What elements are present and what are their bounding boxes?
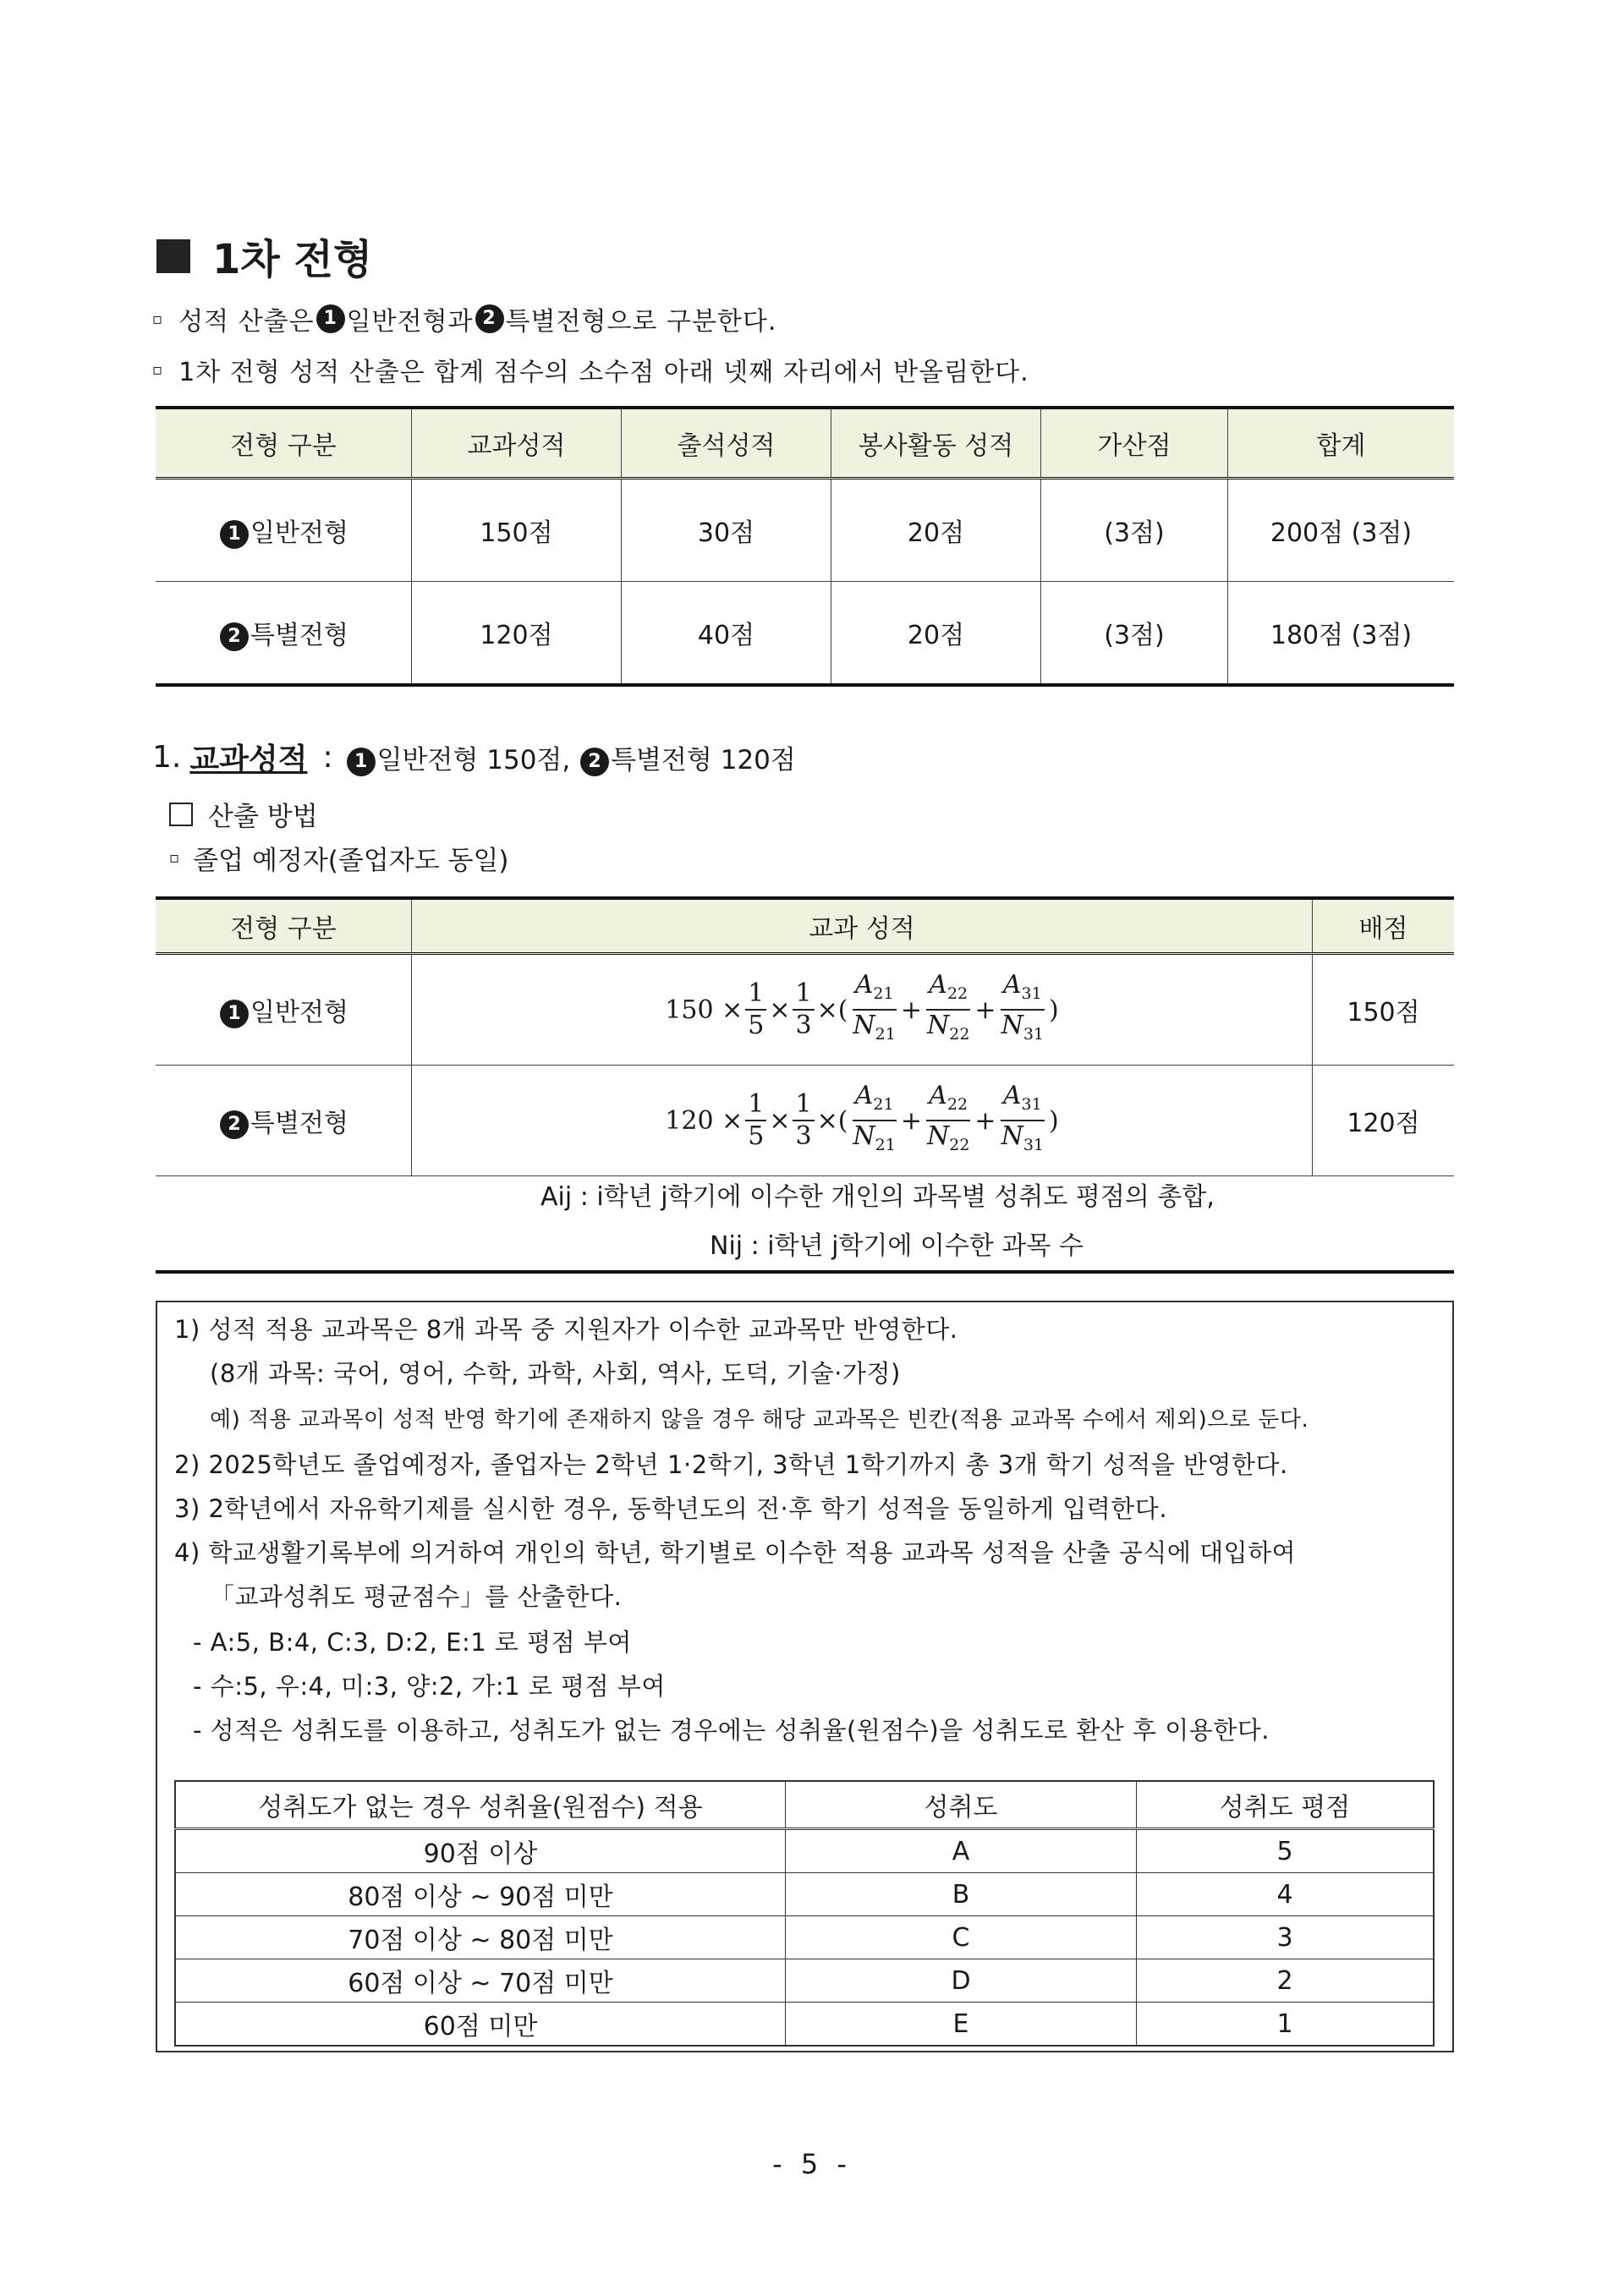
subsection-heading	[152, 736, 796, 779]
column-header: 교과성적	[412, 408, 622, 479]
bullet-text: 1차 전형 성적 산출은 합계 점수의 소수점 아래 넷째 자리에서 반올림한다.	[178, 358, 1029, 387]
small-square-bullet-icon: ▫	[152, 360, 164, 379]
calc-method-heading	[169, 795, 318, 833]
table-row	[156, 954, 1454, 1066]
table-cell: 20점	[831, 479, 1041, 582]
table-cell: D	[786, 1959, 1137, 2003]
circled-one-icon: 1	[316, 304, 345, 333]
subsection-title: 교과성적	[189, 743, 308, 777]
table-header-row	[156, 898, 1454, 954]
table-row	[156, 479, 1454, 582]
row-label: 2 특별전형	[156, 1066, 412, 1176]
column-header: 전형 구분	[156, 408, 412, 479]
table-cell: 70점 이상 ~ 80점 미만	[175, 1916, 786, 1959]
note-item: - A:5, B:4, C:3, D:2, E:1 로 평점 부여	[193, 1628, 632, 1657]
graduate-label: 졸업 예정자(졸업자도 동일)	[193, 846, 509, 876]
column-header: 성취도 평점	[1137, 1781, 1435, 1829]
table-cell: E	[786, 2003, 1137, 2047]
circled-one-icon: 1	[220, 1000, 249, 1028]
formula-legend	[156, 1169, 1454, 1274]
row-label: 2 특별전형	[156, 582, 412, 686]
table-row	[156, 1066, 1454, 1176]
legend-a: Aij : i학년 j학기에 이수한 개인의 과목별 성취도 평점의 총합,	[540, 1182, 1215, 1212]
note-item: 2) 2025학년도 졸업예정자, 졸업자는 2학년 1·2학기, 3학년 1학기까지 총 3개 학기 성적을 반영한다.	[174, 1450, 1288, 1479]
column-header: 출석성적	[622, 408, 831, 479]
section-heading	[156, 227, 372, 285]
row-label: 1 일반전형	[156, 954, 412, 1066]
circled-two-icon: 2	[475, 304, 504, 333]
row-label: 1 일반전형	[156, 479, 412, 582]
column-header: 합계	[1228, 408, 1455, 479]
table-cell: 5	[1137, 1829, 1435, 1873]
bullet-text: 특별전형으로 구분한다.	[505, 307, 777, 337]
note-item: 3) 2학년에서 자유학기제를 실시한 경우, 동학년도의 전·후 학기 성적을 동일하게 입력한다.	[174, 1494, 1168, 1523]
table-cell: (3점)	[1041, 582, 1228, 686]
note-item: 1) 성적 적용 교과목은 8개 과목 중 지원자가 이수한 교과목만 반영한다.	[174, 1315, 958, 1344]
square-bullet-icon	[156, 239, 190, 273]
table-row	[175, 1829, 1434, 1873]
table-row	[175, 1916, 1434, 1959]
formula-cell	[412, 954, 1313, 1066]
formula-cell	[412, 1066, 1313, 1176]
note-item: (8개 과목: 국어, 영어, 수학, 과학, 사회, 역사, 도덕, 기술·가정)	[210, 1359, 901, 1388]
table-row	[175, 1959, 1434, 2003]
checkbox-square-icon	[169, 803, 193, 826]
table-header-row	[156, 408, 1454, 479]
circled-two-icon: 2	[580, 748, 609, 776]
note-item: 예) 적용 교과목이 성적 반영 학기에 존재하지 않을 경우 해당 교과목은 빈칸(적용 교과목 수에서 제외)으로 둔다.	[210, 1407, 1309, 1433]
table-cell: 150점	[412, 479, 622, 582]
table-row	[156, 582, 1454, 686]
achievement-conversion-table	[174, 1780, 1435, 2047]
note-item: - 수:5, 우:4, 미:3, 양:2, 가:1 로 평점 부여	[193, 1672, 666, 1701]
table-cell: 30점	[622, 479, 831, 582]
legend-n: Nij : i학년 j학기에 이수한 과목 수	[710, 1231, 1084, 1261]
graduate-note	[169, 839, 509, 877]
separator: :	[322, 740, 333, 775]
column-header: 배점	[1313, 898, 1455, 954]
bullet-text: 일반전형과	[346, 307, 474, 337]
table-cell: 180점 (3점)	[1228, 582, 1455, 686]
bullet-text: 성적 산출은	[178, 307, 315, 337]
circled-one-icon: 1	[347, 748, 376, 776]
table-cell: 80점 이상 ~ 90점 미만	[175, 1873, 786, 1916]
score-composition-table	[156, 406, 1454, 687]
note-item: 「교과성취도 평균점수」를 산출한다.	[210, 1582, 623, 1611]
grade-formula-table	[156, 896, 1454, 1176]
section-title: 1차 전형	[212, 236, 373, 283]
column-header: 가산점	[1041, 408, 1228, 479]
table-row	[175, 1873, 1434, 1916]
column-header: 교과 성적	[412, 898, 1313, 954]
table-cell: 120점	[412, 582, 622, 686]
table-cell: 200점 (3점)	[1228, 479, 1455, 582]
table-cell: 3	[1137, 1916, 1435, 1959]
notes-box	[156, 1301, 1454, 2052]
circled-one-icon: 1	[220, 520, 249, 549]
small-square-bullet-icon: ▫	[152, 310, 164, 328]
table-cell: B	[786, 1873, 1137, 1916]
table-cell: 2	[1137, 1959, 1435, 2003]
circled-two-icon: 2	[220, 1110, 249, 1139]
table-cell: 1	[1137, 2003, 1435, 2047]
note-item: 4) 학교생활기록부에 의거하여 개인의 학년, 학기별로 이수한 적용 교과목 성적을 산출 공식에 대입하여	[174, 1538, 1297, 1567]
bullet-line-2	[152, 351, 1029, 388]
table-cell: 20점	[831, 582, 1041, 686]
subsection-summary: 1 일반전형 150점, 2 특별전형 120점	[345, 738, 796, 776]
table-cell: 150점	[1313, 954, 1455, 1066]
column-header: 전형 구분	[156, 898, 412, 954]
table-row	[175, 2003, 1434, 2047]
page-number: - 5 -	[772, 2148, 852, 2180]
table-cell: 90점 이상	[175, 1829, 786, 1873]
table-cell: A	[786, 1829, 1137, 1873]
formula: 150 × $\frac{1}{5}$ × $\frac{1}{3}$ ×( $\frac{A_{21}}{N_{21}}$ + $\frac{A_{22}}{N_{22}}$ + $\frac{A_{31}}{N_{31}}$ )	[665, 970, 1059, 1044]
table-cell: 4	[1137, 1873, 1435, 1916]
table-cell: 60점 미만	[175, 2003, 786, 2047]
table-cell: (3점)	[1041, 479, 1228, 582]
column-header: 봉사활동 성적	[831, 408, 1041, 479]
calc-method-label: 산출 방법	[208, 802, 318, 832]
table-cell: 60점 이상 ~ 70점 미만	[175, 1959, 786, 2003]
bullet-line-1	[152, 300, 776, 337]
circled-two-icon: 2	[220, 622, 249, 651]
column-header: 성취도가 없는 경우 성취율(원점수) 적용	[175, 1781, 786, 1829]
table-header-row	[175, 1781, 1434, 1829]
subsection-number: 1.	[152, 740, 182, 775]
table-cell: C	[786, 1916, 1137, 1959]
column-header: 성취도	[786, 1781, 1137, 1829]
table-cell: 40점	[622, 582, 831, 686]
note-item: - 성적은 성취도를 이용하고, 성취도가 없는 경우에는 성취율(원점수)을 성취도로 환산 후 이용한다.	[193, 1716, 1270, 1745]
formula: 120 × $\frac{1}{5}$ × $\frac{1}{3}$ ×( $\frac{A_{21}}{N_{21}}$ + $\frac{A_{22}}{N_{22}}$ + $\frac{A_{31}}{N_{31}}$ )	[665, 1081, 1059, 1154]
small-square-bullet-icon: ▫	[169, 849, 180, 867]
table-cell: 120점	[1313, 1066, 1455, 1176]
